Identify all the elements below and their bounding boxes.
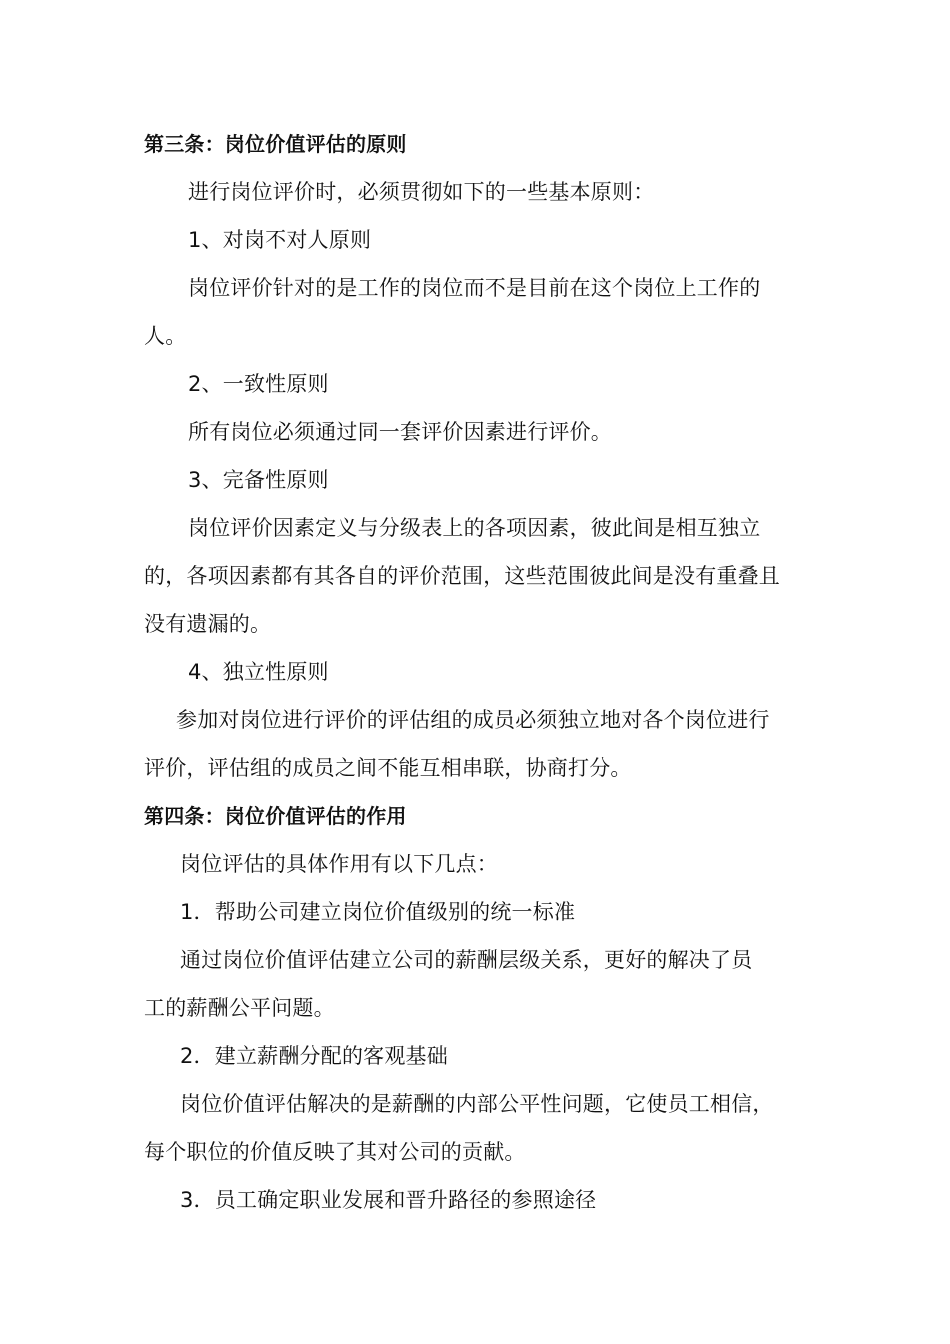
- principle-1-text-cont: 人。: [144, 324, 187, 348]
- function-1-title: 1．帮助公司建立岗位价值级别的统一标准: [180, 900, 576, 924]
- principle-2-text: 所有岗位必须通过同一套评价因素进行评价。: [188, 420, 612, 444]
- principle-4-text-cont: 评价，评估组的成员之间不能互相串联，协商打分。: [144, 756, 632, 780]
- principle-2-title: 2、一致性原则: [188, 372, 329, 396]
- principle-1-text: 岗位评价针对的是工作的岗位而不是目前在这个岗位上工作的: [188, 276, 761, 300]
- function-2-title: 2．建立薪酬分配的客观基础: [180, 1044, 448, 1068]
- function-2-text: 岗位价值评估解决的是薪酬的内部公平性问题，它使员工相信，: [180, 1092, 774, 1116]
- principle-3-text: 岗位评价因素定义与分级表上的各项因素，彼此间是相互独立: [188, 516, 761, 540]
- function-3-title: 3．员工确定职业发展和晋升路径的参照途径: [180, 1188, 597, 1212]
- principle-3-text-cont: 没有遗漏的。: [144, 612, 272, 636]
- principle-4-text: 参加对岗位进行评价的评估组的成员必须独立地对各个岗位进行: [176, 708, 770, 732]
- section-4-intro: 岗位评估的具体作用有以下几点：: [180, 852, 498, 876]
- document-page: [144, 120, 812, 1224]
- function-1-text-cont: 工的薪酬公平问题。: [144, 996, 335, 1020]
- section-3-heading: 第三条：岗位价值评估的原则: [144, 132, 407, 156]
- principle-3-text-cont: 的，各项因素都有其各自的评价范围，这些范围彼此间是没有重叠且: [144, 564, 780, 588]
- principle-1-title: 1、对岗不对人原则: [188, 228, 372, 252]
- function-1-text: 通过岗位价值评估建立公司的薪酬层级关系，更好的解决了员: [180, 948, 753, 972]
- principle-3-title: 3、完备性原则: [188, 468, 329, 492]
- section-3-intro: 进行岗位评价时，必须贯彻如下的一些基本原则：: [188, 180, 655, 204]
- section-4-heading: 第四条：岗位价值评估的作用: [144, 804, 407, 828]
- function-2-text-cont: 每个职位的价值反映了其对公司的贡献。: [144, 1140, 526, 1164]
- principle-4-title: 4、独立性原则: [188, 660, 329, 684]
